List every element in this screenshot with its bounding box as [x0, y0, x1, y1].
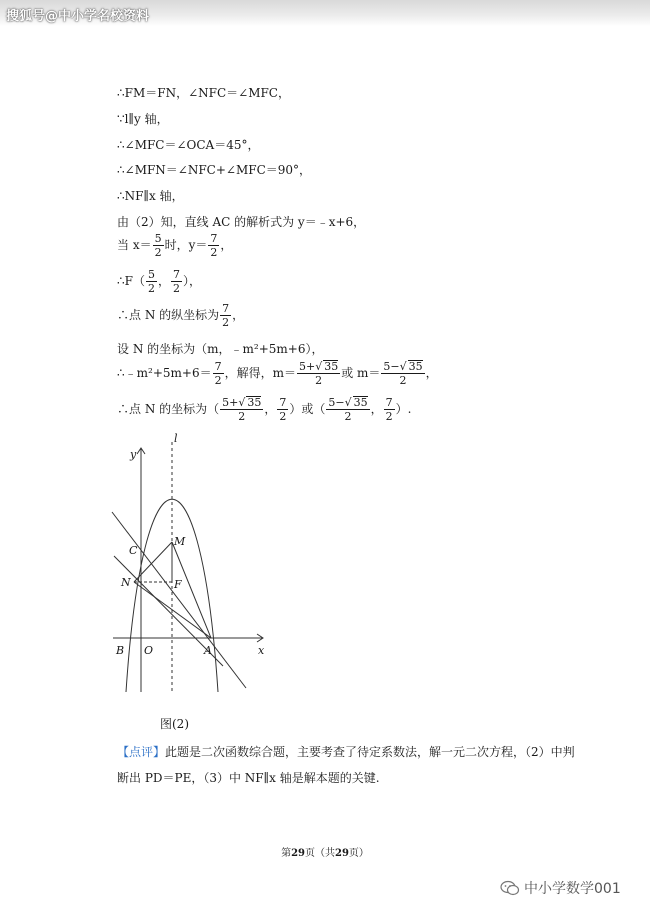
fraction-5-2: $\frac{5}{2}$ [154, 232, 162, 259]
label-c: C [129, 544, 138, 557]
fraction-5-2: $\frac{5}{2}$ [147, 268, 155, 295]
solution-line-10: 设 N 的坐标为（m，﹣m²+5m+6）， [117, 342, 324, 356]
fraction-7-2: $\frac{7}{2}$ [172, 268, 180, 295]
label-l: l [174, 432, 178, 445]
review-line-1: 【点评】此题是二次函数综合题，主要考查了待定系数法，解一元二次方程，（2）中判 [117, 745, 575, 759]
solution-line-8: ∴F（ $\frac{5}{2}$ ， $\frac{7}{2}$ ）， [117, 268, 201, 295]
label-f: F [174, 578, 182, 591]
solution-line-9: ∴点 N 的纵坐标为 $\frac{7}{2}$ ， [117, 302, 245, 329]
label-a: A [204, 644, 212, 657]
fraction-5-plus-sqrt35-2: $\frac{5+√ 35}{2}$ [222, 396, 262, 423]
solution-line-6: 由（2）知，直线 AC 的解析式为 y＝﹣x+6， [117, 215, 366, 229]
solution-line-1: ∴FM＝FN，∠NFC＝∠MFC， [117, 86, 290, 100]
solution-line-3: ∴∠MFC＝∠OCA＝45°， [117, 138, 260, 152]
solution-line-4: ∴∠MFN＝∠NFC+∠MFC＝90°， [117, 163, 312, 177]
label-m: M [174, 535, 186, 548]
fraction-7-2: $\frac{7}{2}$ [222, 302, 230, 329]
label-o: O [144, 644, 154, 657]
fraction-7-2: $\frac{7}{2}$ [385, 396, 393, 423]
top-watermark-bar [0, 0, 650, 26]
solution-line-2: ∵l∥y 轴， [117, 112, 169, 126]
fraction-5-plus-sqrt35-2: $\frac{5+√ 35}{2}$ [298, 360, 339, 387]
solution-line-12: ∴点 N 的坐标为（ $\frac{5+√ 35}{2}$ ， $\frac{7}{2}$ ）或（ $\frac{5-√ 35}{2}$ ， $\frac{7}{2}$ ）. [117, 396, 412, 423]
review-tag: 【点评】 [117, 745, 166, 759]
fraction-7-2: $\frac{7}{2}$ [279, 396, 287, 423]
label-n: N [121, 576, 131, 589]
label-x: x [258, 644, 265, 657]
solution-line-11: ∴﹣m²+5m+6＝ $\frac{7}{2}$ ，解得，m＝ $\frac{5+√ 35}{2}$ 或 m＝ $\frac{5-√ 35}{2}$ ， [117, 360, 438, 387]
label-y: y [130, 448, 137, 461]
label-b: B [116, 644, 125, 657]
fraction-7-2: $\frac{7}{2}$ [210, 232, 218, 259]
solution-line-7: 当 x＝ $\frac{5}{2}$ 时，y＝ $\frac{7}{2}$ ， [117, 232, 233, 259]
review-line-2: 断出 PD＝PE，（3）中 NF∥x 轴是解本题的关键. [117, 771, 380, 785]
page-footer: 第29页（共29页） [281, 848, 369, 859]
watermark-text: 搜狐号@中小学名校资料 [6, 9, 150, 24]
wechat-icon [500, 880, 520, 896]
brand-name: 中小学数学001 [524, 881, 621, 897]
figure-caption: 图(2) [160, 717, 189, 731]
geometry-diagram [108, 430, 278, 700]
brand-signature [500, 878, 621, 898]
fraction-7-2: $\frac{7}{2}$ [214, 360, 222, 387]
fraction-5-minus-sqrt35-2: $\frac{5-√ 35}{2}$ [383, 360, 423, 387]
fraction-5-minus-sqrt35-2: $\frac{5-√ 35}{2}$ [328, 396, 368, 423]
solution-line-5: ∴NF∥x 轴， [117, 189, 184, 203]
